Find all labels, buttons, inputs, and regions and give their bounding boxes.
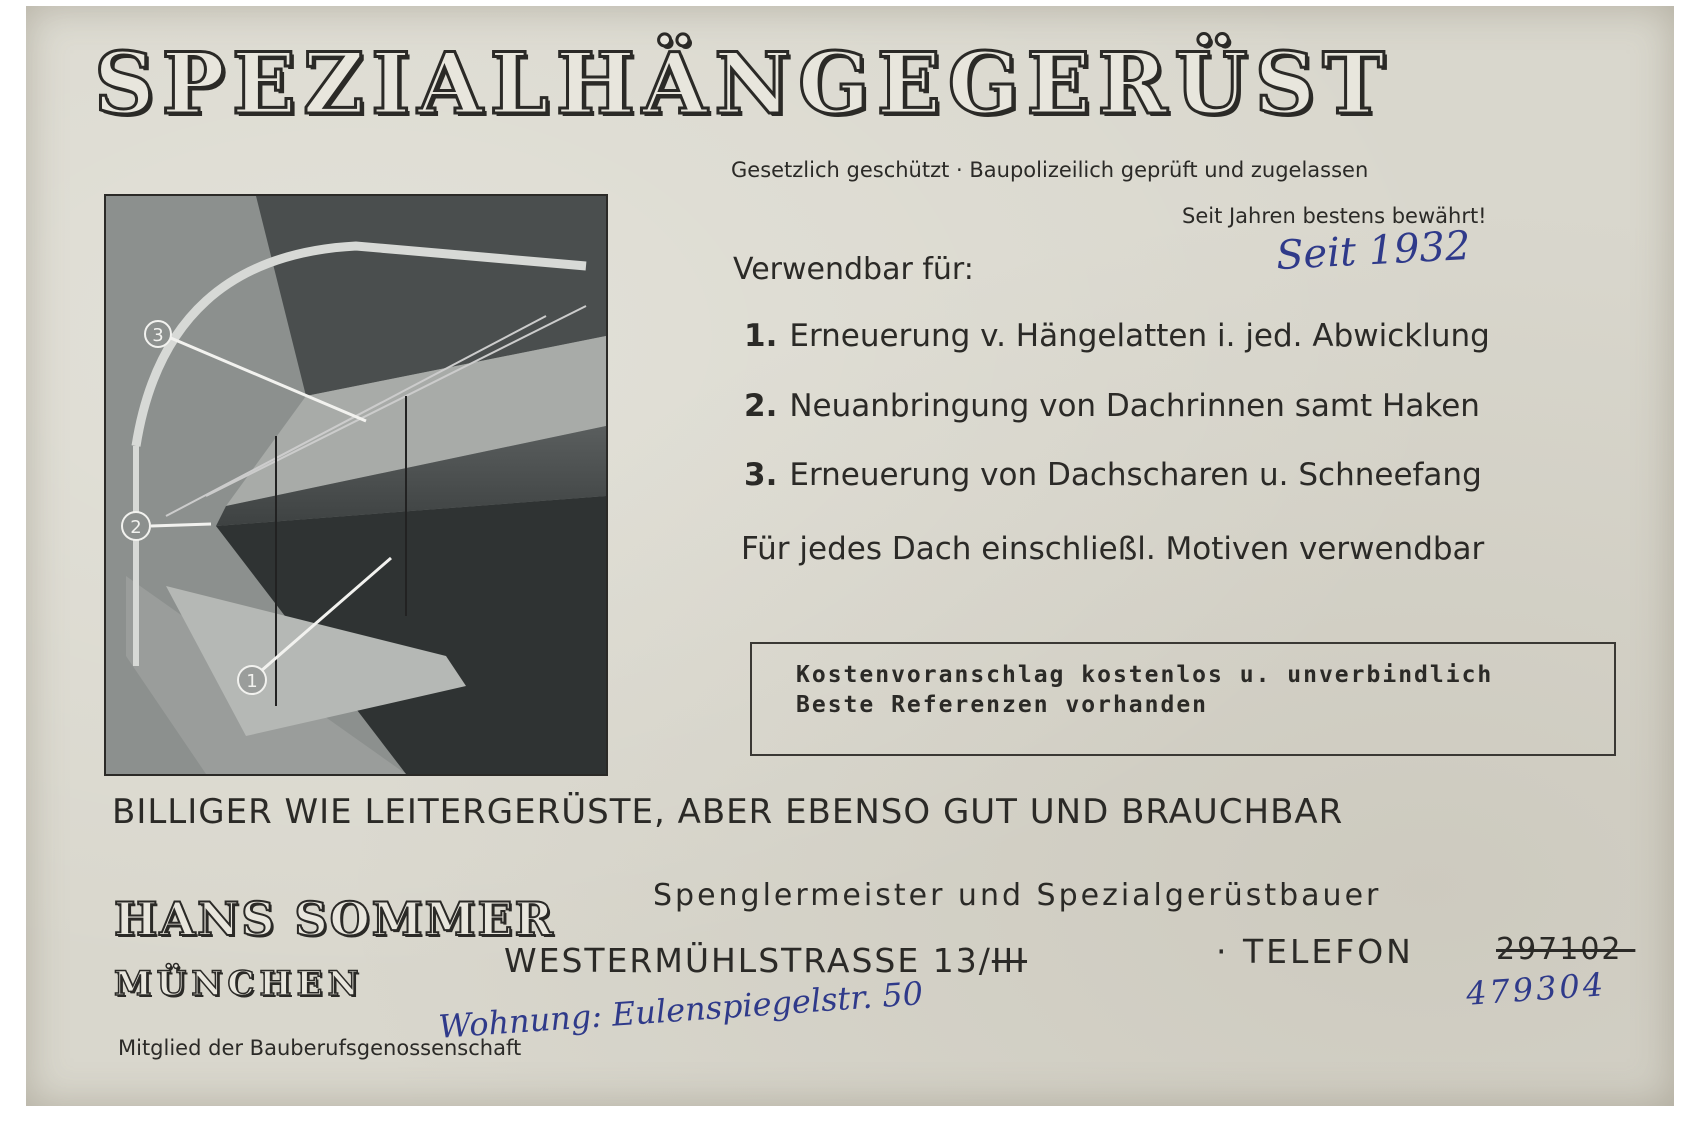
marker-2: [122, 512, 150, 540]
usable-for-heading: Verwendbar für:: [733, 252, 974, 287]
city-name: MÜNCHEN: [114, 964, 364, 1004]
telephone-label: · TELEFON: [1216, 932, 1414, 971]
legal-note: Gesetzlich geschützt · Baupolizeilich geprüft und zugelassen: [731, 158, 1369, 182]
scaffold-photo: [104, 194, 608, 776]
item-number: 2.: [744, 388, 778, 424]
marker-1: [238, 666, 266, 694]
street-struck-number: III: [991, 941, 1028, 980]
list-item: [744, 457, 1482, 493]
item-number: 1.: [744, 318, 778, 354]
marker-3: [145, 321, 171, 347]
svg-text:3: 3: [152, 325, 164, 346]
item-text: Neuanbringung von Dachrinnen samt Haken: [789, 388, 1480, 424]
item-text: Erneuerung von Dachscharen u. Schneefang: [789, 457, 1482, 493]
slogan: BILLIGER WIE LEITERGERÜSTE, ABER EBENSO GUT UND BRAUCHBAR: [112, 792, 1344, 832]
advertisement-card: [26, 6, 1674, 1106]
svg-text:1: 1: [246, 671, 258, 692]
telephone-old-number: 297102-: [1496, 932, 1636, 967]
item-text: Erneuerung v. Hängelatten i. jed. Abwicklung: [789, 318, 1490, 354]
company-name: HANS SOMMER: [114, 892, 555, 946]
offer-line-estimate: Kostenvoranschlag kostenlos u. unverbindlich: [796, 662, 1494, 688]
membership-note: Mitglied der Bauberufsgenossenschaft: [118, 1036, 522, 1060]
street-text: WESTERMÜHLSTRASSE 13/: [504, 941, 992, 980]
offer-line-references: Beste Referenzen vorhanden: [796, 692, 1209, 718]
item-number: 3.: [744, 457, 778, 493]
street-address: [504, 941, 1027, 980]
main-title: SPEZIALHÄNGEGERÜST: [94, 34, 1392, 133]
every-roof-note: Für jedes Dach einschließl. Motiven verwendbar: [741, 531, 1485, 567]
proven-note: Seit Jahren bestens bewährt!: [1182, 204, 1487, 228]
handwritten-address: Wohnung: Eulenspiegelstr. 50: [437, 974, 925, 1046]
list-item: [744, 388, 1480, 424]
svg-text:2: 2: [130, 517, 142, 538]
list-item: [744, 318, 1490, 354]
handwritten-since: Seit 1932: [1274, 222, 1472, 280]
handwritten-telephone: 479304: [1464, 965, 1608, 1013]
company-description: Spenglermeister und Spezialgerüstbauer: [653, 878, 1382, 913]
